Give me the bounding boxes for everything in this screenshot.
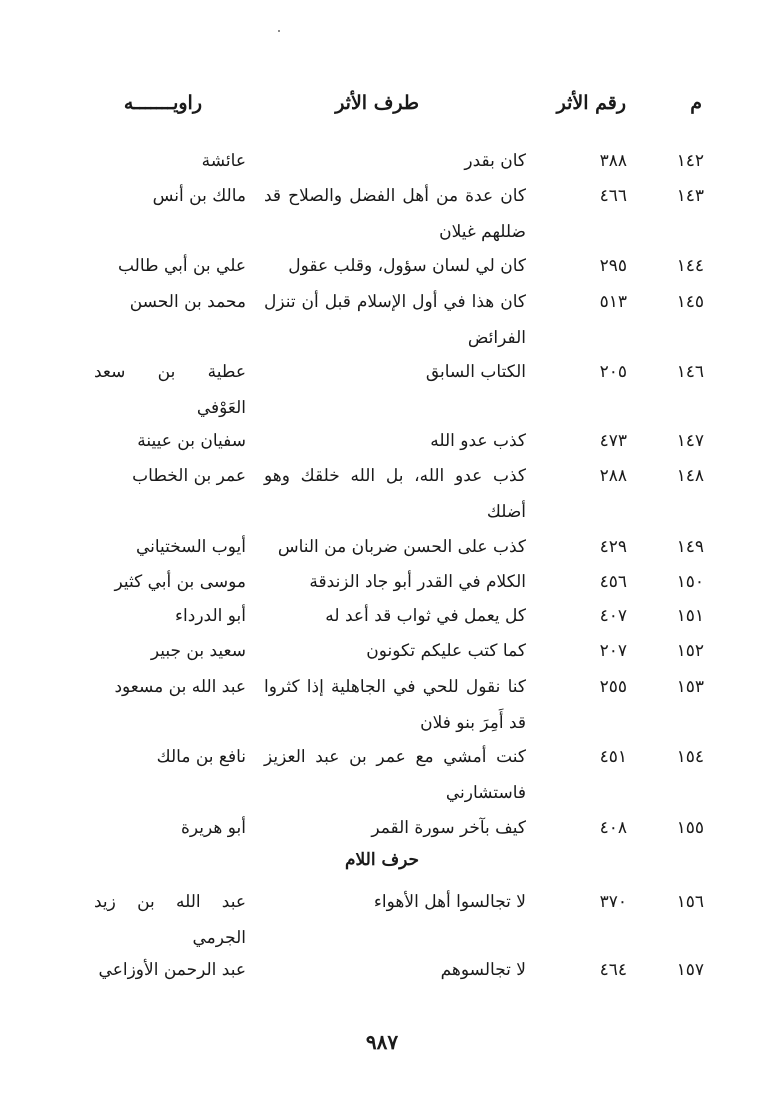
row-tarf: كذب عدو الله [430,431,526,451]
row-number: ٤٦٦ [599,186,627,206]
row-m: ١٤٧ [676,431,704,451]
row-tarf: الكتاب السابق [425,362,526,382]
row-rawi: عمر بن الخطاب [132,466,246,486]
row-m: ١٥٧ [676,960,704,980]
row-tarf: كان لي لسان سؤول، وقلب عقول [288,256,526,276]
row-tarf: كذب عدو الله، بل الله خلقك وهو أضلك [264,466,526,522]
row-number: ٤٦٤ [599,960,627,980]
row-number: ٤٧٣ [599,431,627,451]
row-rawi: سعيد بن جبير [150,641,246,661]
row-rawi: أبو هريرة [180,818,246,838]
header-rawi: راويـــــــه [123,92,202,114]
row-rawi: عبد الرحمن الأوزاعي [98,960,246,980]
header-m: م [690,92,702,114]
row-m: ١٤٣ [676,186,704,206]
row-m: ١٤٥ [676,292,704,312]
row-number: ٢٥٥ [599,677,627,697]
row-number: ٤٥١ [599,747,627,767]
section-heading: حرف اللام [344,850,419,870]
row-number: ٢٠٥ [599,362,627,382]
row-number: ٤٢٩ [599,537,627,557]
row-m: ١٥٥ [676,818,704,838]
row-tarf: كل يعمل في ثواب قد أعد له [325,606,526,626]
row-rawi: عبد الله بن مسعود [114,677,246,697]
row-rawi: عطية بن سعد العَوْفي [94,362,246,418]
row-number: ٤٥٦ [599,572,627,592]
row-rawi: عائشة [201,151,246,171]
row-rawi: محمد بن الحسن [129,292,246,312]
row-rawi: مالك بن أنس [152,186,246,206]
row-rawi: عبد الله بن زيد الجرمي [94,892,246,948]
row-number: ٥١٣ [599,292,627,312]
row-rawi: موسى بن أبي كثير [114,572,246,592]
row-tarf: كيف بآخر سورة القمر [371,818,526,838]
row-tarf: لا تجالسوا أهل الأهواء [373,892,526,912]
row-m: ١٤٤ [676,256,704,276]
row-tarf: الكلام في القدر أبو جاد الزندقة [309,572,526,592]
row-m: ١٥٤ [676,747,704,767]
row-m: ١٤٦ [676,362,704,382]
row-tarf: لا تجالسوهم [440,960,526,980]
header-number: رقم الأثر [556,92,626,114]
row-tarf: كان هذا في أول الإسلام قبل أن تنزل الفرائض [264,292,526,348]
row-tarf: كنت أمشي مع عمر بن عبد العزيز فاستشارني [264,747,526,803]
row-number: ٤٠٧ [599,606,627,626]
row-rawi: أبو الدرداء [175,606,246,626]
row-tarf: كنا نقول للحي في الجاهلية إذا كثروا قد أَمِرَ بنو فلان [264,677,526,733]
row-tarf: كما كتب عليكم تكونون [366,641,526,661]
row-number: ٣٧٠ [599,892,627,912]
row-tarf: كان بقدر [464,151,526,171]
row-number: ٢٨٨ [599,466,627,486]
row-rawi: سفيان بن عيينة [137,431,246,451]
row-m: ١٤٢ [676,151,704,171]
row-m: ١٥٢ [676,641,704,661]
row-number: ٢٩٥ [599,256,627,276]
row-m: ١٤٨ [676,466,704,486]
page-number: ٩٨٧ [365,1030,399,1054]
row-rawi: نافع بن مالك [156,747,246,767]
row-m: ١٥١ [676,606,704,626]
row-m: ١٥٣ [676,677,704,697]
row-tarf: كذب على الحسن ضربان من الناس [277,537,526,557]
row-tarf: كان عدة من أهل الفضل والصلاح قد ضللهم غيلان [264,186,526,242]
row-number: ٢٠٧ [599,641,627,661]
row-m: ١٤٩ [676,537,704,557]
row-rawi: أيوب السختياني [135,537,246,557]
row-number: ٣٨٨ [599,151,627,171]
row-number: ٤٠٨ [599,818,627,838]
print-speck [278,30,280,32]
row-m: ١٥٠ [676,572,704,592]
row-rawi: علي بن أبي طالب [117,256,246,276]
row-m: ١٥٦ [676,892,704,912]
header-tarf: طرف الأثر [335,92,419,114]
